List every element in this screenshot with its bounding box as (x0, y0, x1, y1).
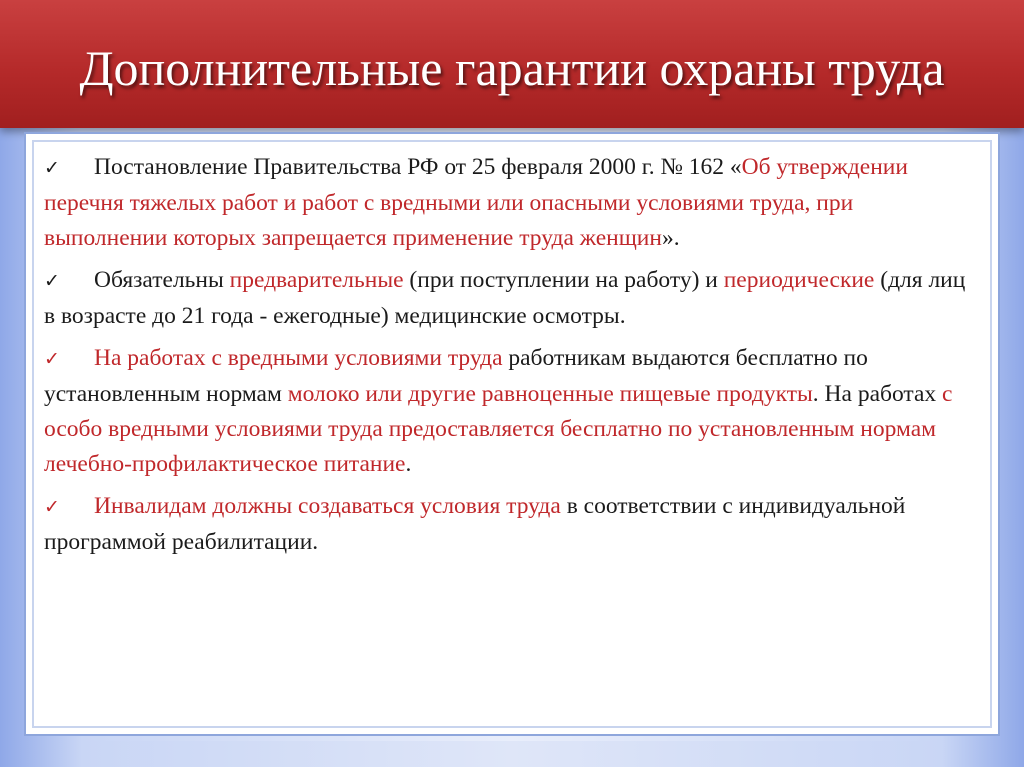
item-highlight: с особо вредными условиями труда предоставляется бесплатно по установленным нормам лечебно-профилактическое питание (44, 381, 953, 477)
bottom-bar (0, 741, 1024, 767)
check-icon: ✓ (44, 496, 60, 518)
item-highlight: молоко или другие равноценные пищевые продукты (287, 381, 813, 407)
item-highlight: На работах с вредными условиями труда (94, 345, 503, 371)
item-highlight: Об утверждении перечня тяжелых работ и работ с вредными или опасными условиями труда, при выполнении которых запрещается применение труда женщин (44, 154, 908, 251)
item-text: Обязательны (94, 267, 230, 293)
content-panel (24, 132, 1000, 736)
list-item (44, 489, 978, 560)
item-text: Постановление Правительства РФ от 25 февраля 2000 г. № 162 « (94, 154, 742, 180)
bullet-list (44, 150, 978, 567)
item-text: в соответствии с индивидуальной программой реабилитации. (44, 493, 906, 555)
check-icon: ✓ (44, 348, 60, 370)
item-highlight: Инвалидам должны создаваться условия труда (94, 493, 561, 519)
check-icon: ✓ (44, 270, 60, 292)
title-bar (0, 0, 1024, 128)
check-icon: ✓ (44, 157, 60, 179)
list-item (44, 263, 978, 334)
item-text: . (405, 451, 412, 477)
item-highlight: предварительные (229, 267, 404, 293)
slide-title: Дополнительные гарантии охраны труда (79, 40, 945, 96)
item-text: ». (661, 225, 680, 251)
item-text: (для лиц в возрасте до 21 года - ежегодные) медицинские осмотры. (44, 267, 966, 329)
item-text: . На работах (812, 381, 943, 407)
list-item (44, 341, 978, 482)
item-text: работникам выдаются бесплатно по установленным нормам (44, 345, 868, 407)
item-highlight: периодические (723, 267, 875, 293)
item-text: (при поступлении на работу) и (403, 267, 724, 293)
list-item (44, 150, 978, 256)
